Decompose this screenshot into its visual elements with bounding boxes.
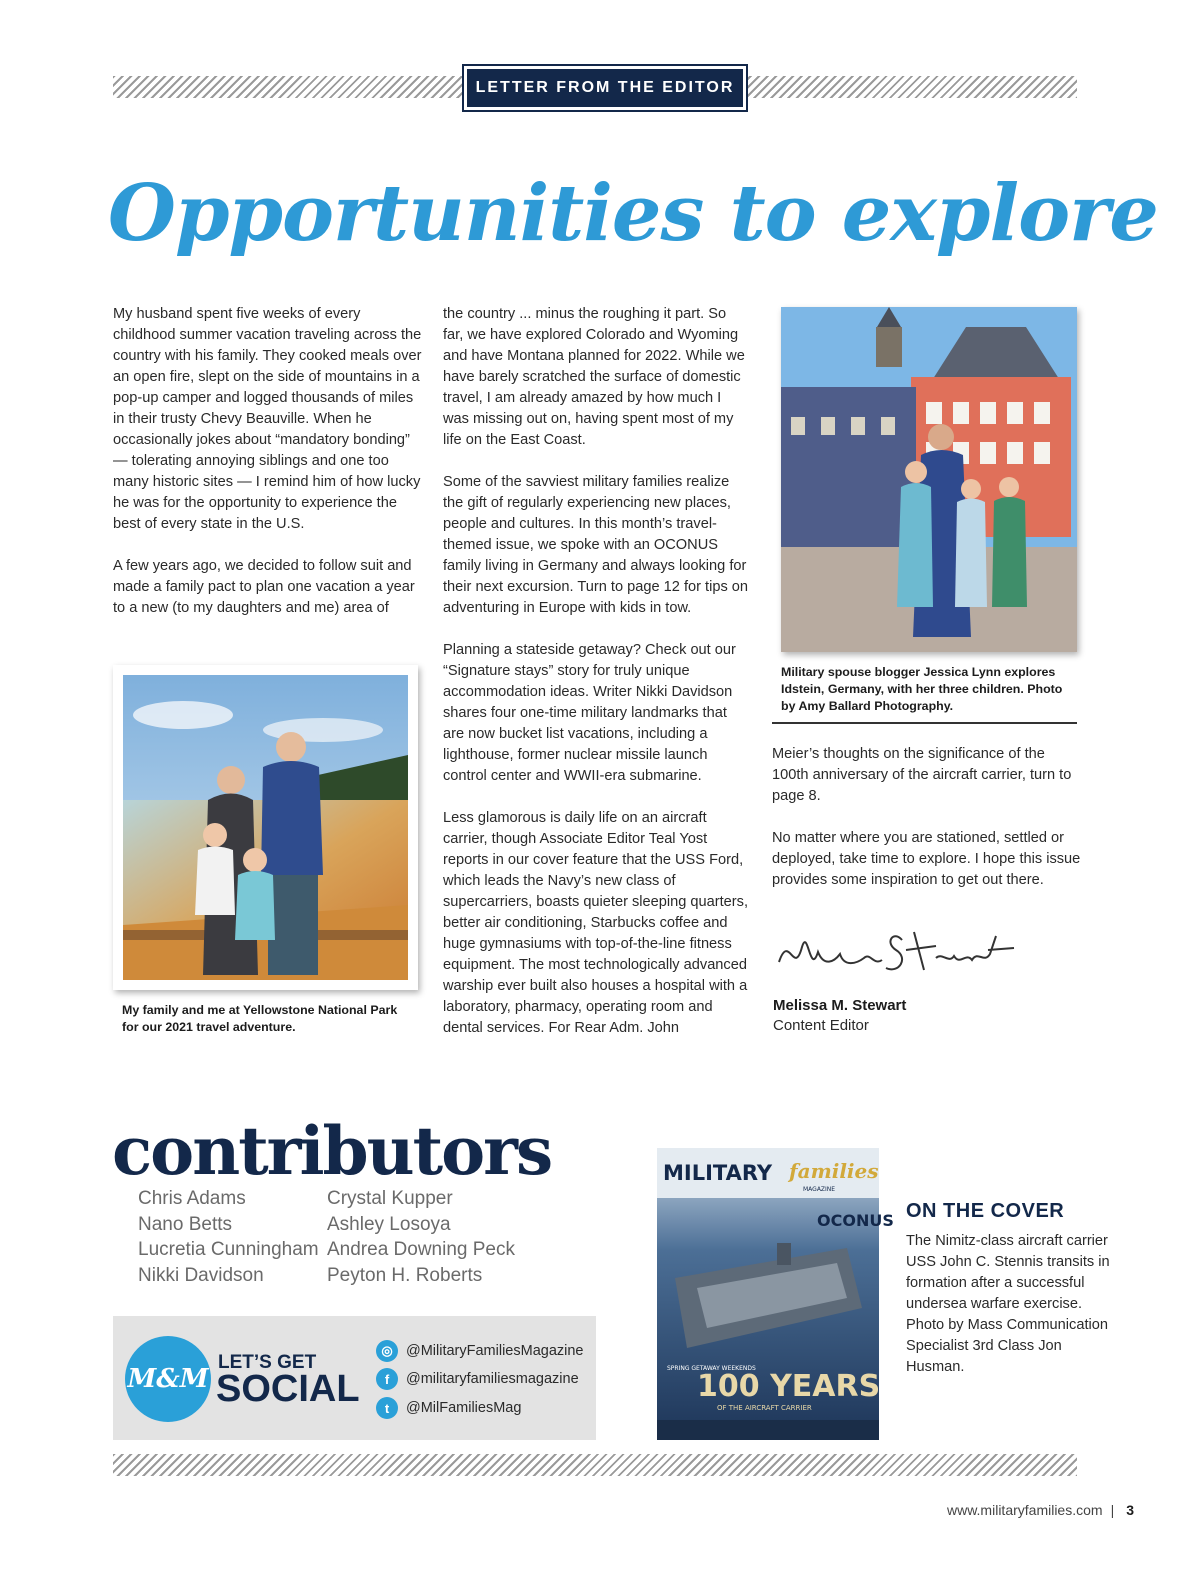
paragraph: Less glamorous is daily life on an aircraft carrier, though Associate Editor Teal Yost reports in our cover feature that the USS Ford, which leads the Navy’s new class of supercarriers, boasts quieter sleeping quarters, better air conditioning, Starbucks coffee and huge gymnasiums with top-of-the-line fitness equipment. The most technologically advanced warship ever built also houses a hospital with a laboratory, pharmacy, operating room and dental services. For Rear Adm. John — [443, 810, 749, 1036]
magazine-cover — [657, 1148, 894, 1440]
section-label: LETTER FROM THE EDITOR — [467, 69, 743, 107]
cover-sub-text: OF THE AIRCRAFT CARRIER — [717, 1404, 812, 1412]
footer-separator: | — [1110, 1502, 1115, 1518]
facebook-handle[interactable] — [376, 1366, 579, 1392]
paragraph: Planning a stateside getaway? Check out our “Signature stays” story for truly unique accommodation ideas. Writer Nikki Davidson shares four one-time military landmarks that are now bucket list vacations, including a lighthouse, former nuclear missile launch control center and WWII-era submarine. — [443, 642, 736, 784]
contributors-title: contributors — [112, 1112, 552, 1190]
contributor-name: Crystal Kupper — [327, 1188, 453, 1209]
contributor-name: Peyton H. Roberts — [327, 1264, 483, 1286]
contributor-name: Nikki Davidson — [138, 1264, 264, 1286]
social-box — [113, 1316, 596, 1440]
photo-yellowstone — [113, 665, 418, 990]
twitter-icon: t — [376, 1397, 398, 1419]
instagram-icon: ◎ — [376, 1340, 398, 1362]
cover-image — [657, 1148, 894, 1440]
facebook-icon: f — [376, 1368, 398, 1390]
bottom-stripe — [113, 1454, 1077, 1476]
cover-mag-sub: MAGAZINE — [803, 1186, 836, 1193]
article-column-2 — [443, 304, 749, 1060]
cover-big-text: 100 YEARS — [697, 1369, 881, 1404]
instagram-handle-text: @MilitaryFamiliesMagazine — [406, 1343, 584, 1359]
paragraph: the country ... minus the roughing it part. So far, we have explored Colorado and Wyoming and have Montana planned for 2022. While we have barely scratched the surface of domestic travel, I am already amazed by how much I was missing out on, having spent most of my life on the East Coast. — [443, 306, 745, 448]
cover-side-text: SPRING GETAWAY WEEKENDS — [667, 1365, 756, 1372]
editor-title: Content Editor — [773, 1017, 869, 1034]
cover-mag-word2: families — [789, 1159, 879, 1183]
section-badge — [462, 64, 748, 112]
signature-image — [774, 922, 1019, 992]
photo-left-caption: My family and me at Yellowstone National Park for our 2021 travel adventure. — [122, 1003, 398, 1034]
footer-url[interactable]: www.militaryfamilies.com — [946, 1502, 1103, 1518]
instagram-handle[interactable] — [376, 1338, 583, 1364]
twitter-handle-text: @MilFamiliesMag — [406, 1400, 522, 1416]
twitter-handle[interactable] — [376, 1395, 521, 1421]
contributor-name: Lucretia Cunningham — [138, 1239, 319, 1260]
contributors-list-left — [138, 1186, 319, 1288]
editor-name: Melissa M. Stewart — [773, 997, 907, 1014]
idstein-image — [781, 307, 1077, 652]
mm-logo: M&M — [125, 1336, 211, 1422]
contributors-list-right — [327, 1186, 515, 1288]
footer — [947, 1502, 1134, 1518]
paragraph: My husband spent five weeks of every childhood summer vacation traveling across the country with his family. They cooked meals over an open fire, slept on the side of mountains in a pop-up camper and logged thousands of miles in their trusty Chevy Beauville. When he occasionally jokes about “mandatory bonding” — tolerating annoying siblings and one too many historic sites — I remind him of how lucky he was for the opportunity to experience the best of every state in the U.S. — [113, 306, 422, 532]
contributor-name: Andrea Downing Peck — [327, 1239, 515, 1260]
on-the-cover-body: The Nimitz-class aircraft carrier USS John C. Stennis transits in formation after a successful undersea warfare exercise. Photo by Mass Communication Specialist 3rd Class Jon Husman. — [906, 1233, 1110, 1375]
paragraph: No matter where you are stationed, settled or deployed, take time to explore. I hope this issue provides some inspiration to get out there. — [772, 830, 1081, 888]
photo-idstein — [781, 307, 1077, 652]
cover-mag-word1: MILITARY — [663, 1161, 773, 1185]
page-number: 3 — [1126, 1502, 1134, 1518]
yellowstone-image — [123, 675, 408, 980]
lets-get-label: LET’S GET — [218, 1352, 317, 1373]
article-column-1 — [113, 304, 423, 640]
contributor-name: Nano Betts — [138, 1213, 232, 1235]
cover-oconus: OCONUS — [817, 1211, 894, 1230]
photo-right-caption: Military spouse blogger Jessica Lynn explores Idstein, Germany, with her three children. Photo by Amy Ballard Photography. — [781, 665, 1063, 713]
contributor-name: Ashley Losoya — [327, 1213, 451, 1235]
contributor-name: Chris Adams — [138, 1188, 246, 1209]
on-the-cover-title: ON THE COVER — [906, 1200, 1065, 1222]
paragraph: Meier’s thoughts on the significance of the 100th anniversary of the aircraft carrier, turn to page 8. — [772, 746, 1072, 804]
headline: Opportunities to explore — [108, 168, 1158, 259]
caption-divider — [772, 722, 1077, 724]
article-column-3 — [772, 744, 1082, 912]
signature-stroke — [774, 922, 1019, 992]
paragraph: Some of the savviest military families realize the gift of regularly experiencing new places, people and cultures. In this month’s travel-themed issue, we spoke with an OCONUS family living in Germany and always looking for their next excursion. Turn to page 12 for tips on adventuring in Europe with kids in tow. — [443, 474, 749, 616]
facebook-handle-text: @militaryfamiliesmagazine — [406, 1371, 579, 1387]
social-label: SOCIAL — [216, 1368, 360, 1410]
paragraph: A few years ago, we decided to follow suit and made a family pact to plan one vacation a year to a new (to my daughters and me) area of — [113, 558, 415, 616]
